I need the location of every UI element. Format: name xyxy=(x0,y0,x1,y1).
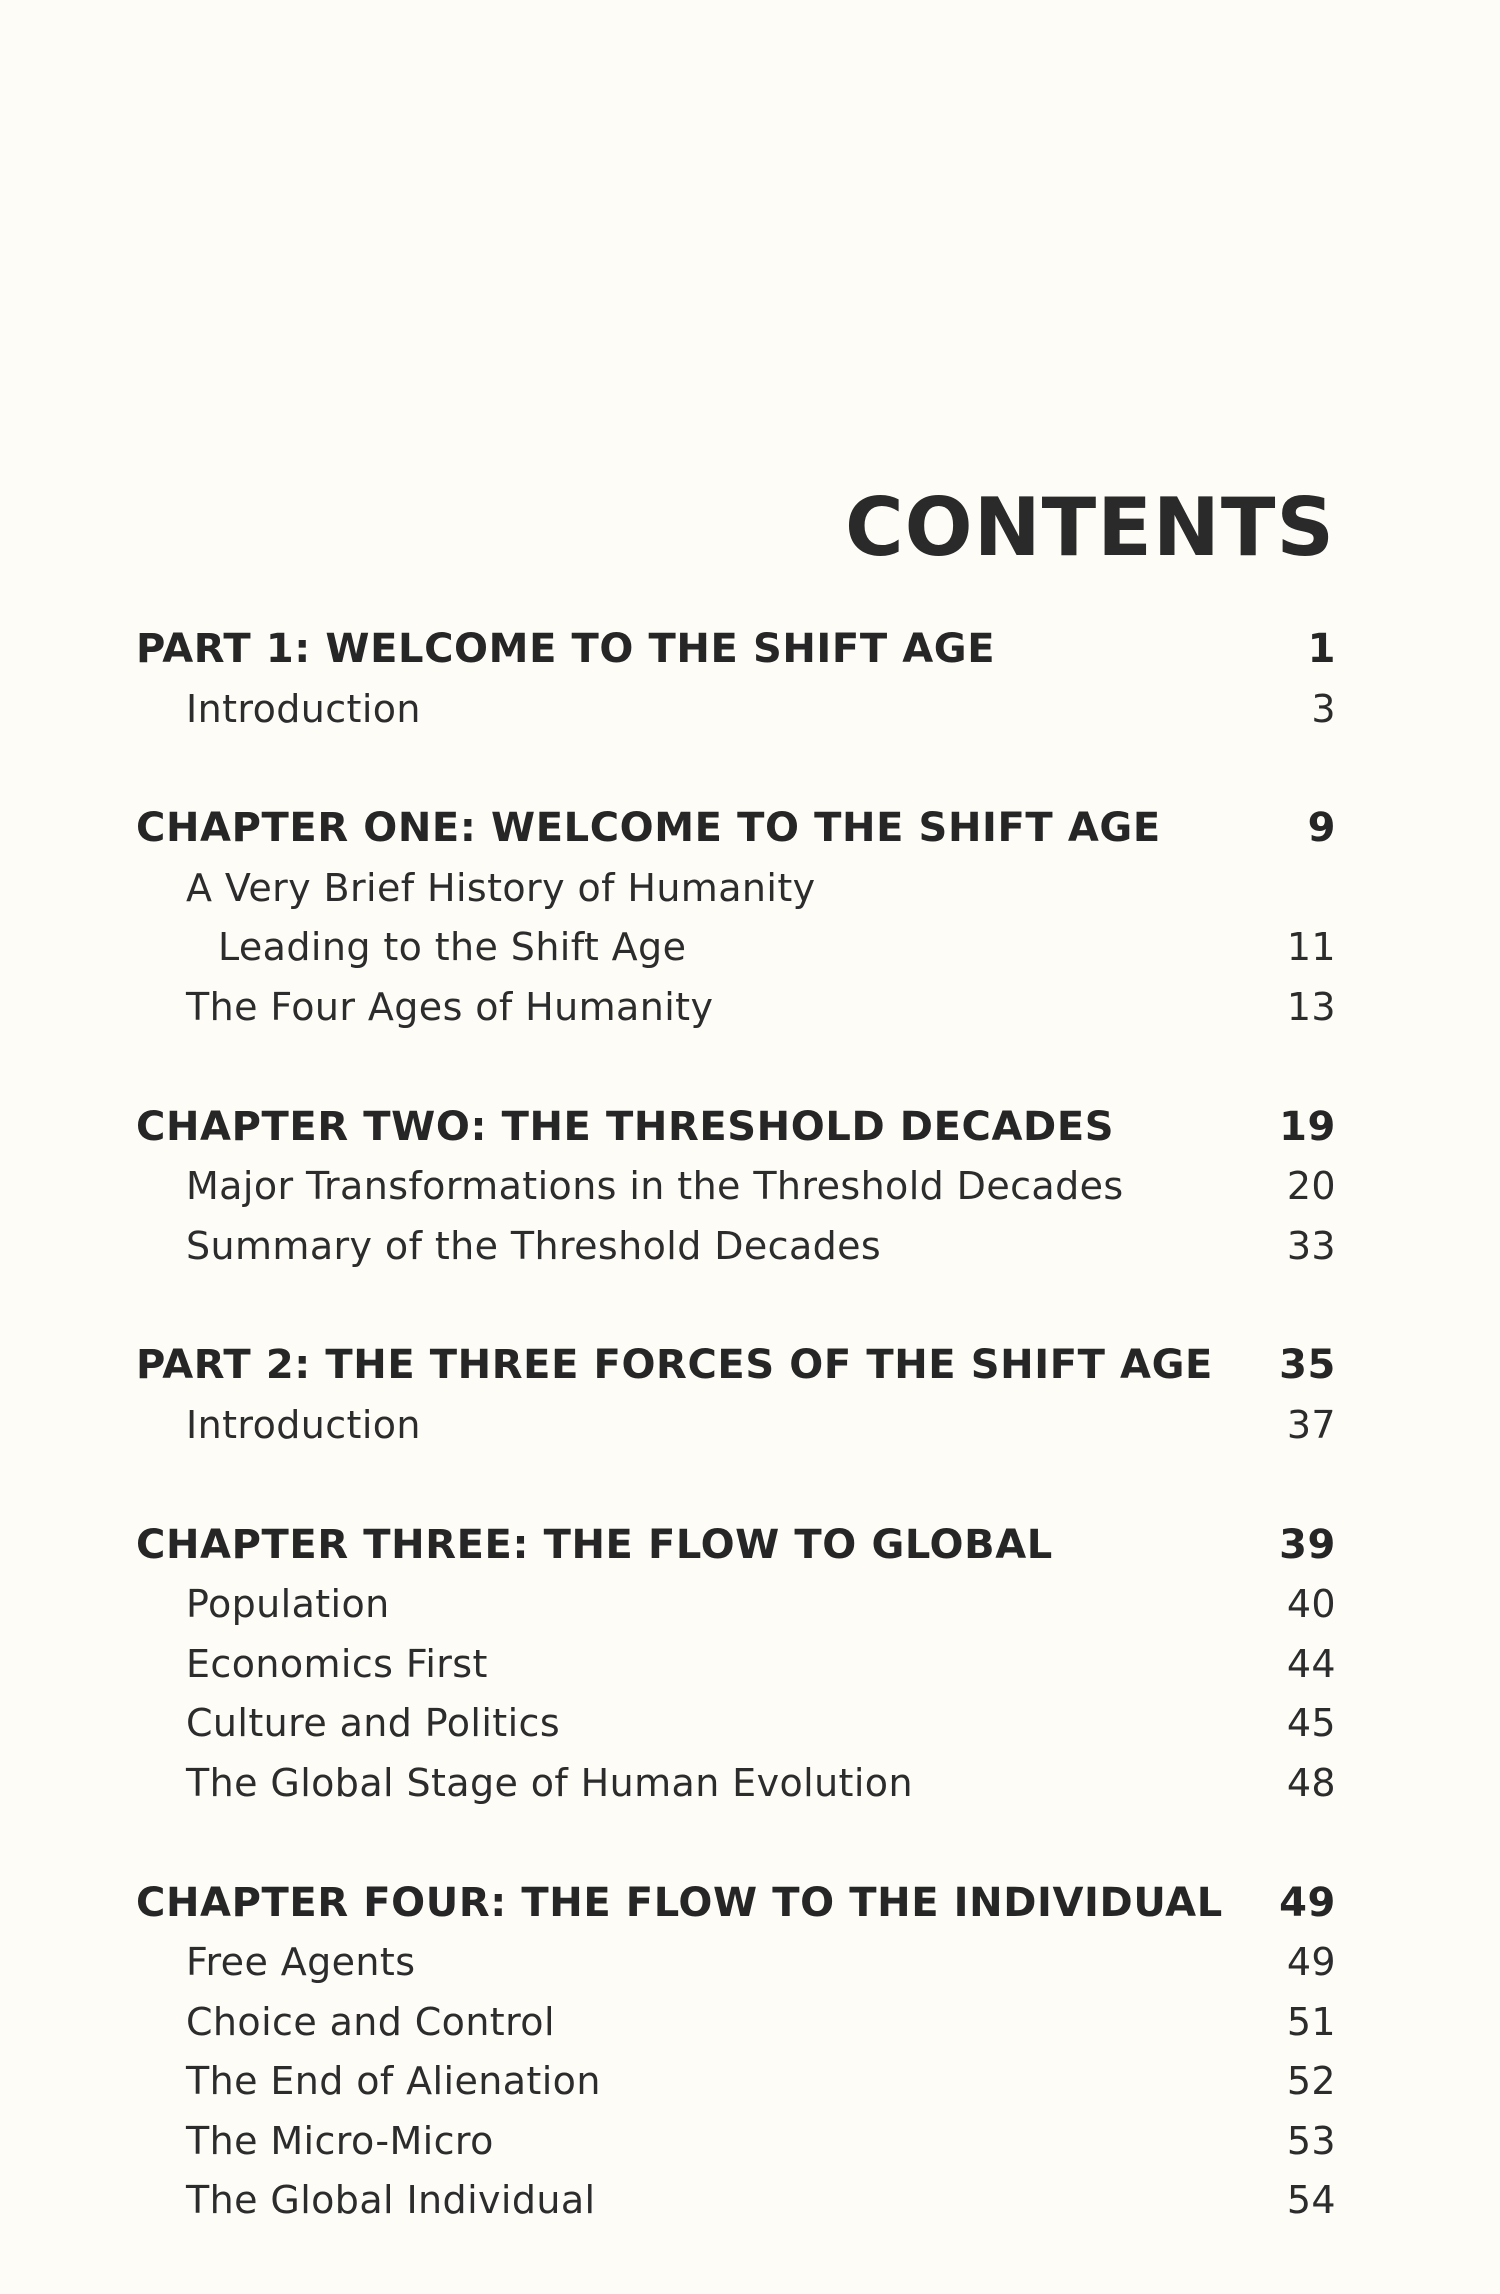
toc-entry xyxy=(136,1933,1336,1993)
toc-entry xyxy=(136,1635,1336,1695)
toc-entry xyxy=(136,2112,1336,2172)
heading-label: CHAPTER ONE: WELCOME TO THE SHIFT AGE xyxy=(136,805,1161,852)
toc-section xyxy=(136,1336,1336,1455)
entry-page-number: 53 xyxy=(1286,2118,1336,2163)
toc-entry xyxy=(136,1993,1336,2053)
heading-page-number: 39 xyxy=(1279,1521,1336,1568)
entry-page-number: 54 xyxy=(1286,2178,1336,2223)
entry-page-number: 40 xyxy=(1286,1582,1336,1627)
entry-page-number: 20 xyxy=(1286,1164,1336,1209)
toc-heading xyxy=(136,1516,1336,1576)
toc-heading xyxy=(136,1336,1336,1396)
toc-section xyxy=(136,799,1336,1037)
toc-entry xyxy=(136,1217,1336,1277)
entry-page-number: 11 xyxy=(1286,925,1336,970)
toc-heading xyxy=(136,799,1336,859)
entry-page-number: 48 xyxy=(1286,1760,1336,1805)
entry-label: The Global Stage of Human Evolution xyxy=(186,1760,913,1805)
entry-page-number: 37 xyxy=(1286,1402,1336,1447)
entry-page-number: 3 xyxy=(1311,686,1336,731)
entry-label: The Four Ages of Humanity xyxy=(186,984,714,1029)
entry-label: Choice and Control xyxy=(186,1999,555,2044)
entry-page-number: 13 xyxy=(1286,984,1336,1029)
toc-heading xyxy=(136,1874,1336,1934)
heading-page-number: 19 xyxy=(1279,1103,1336,1150)
heading-page-number: 9 xyxy=(1307,805,1336,852)
toc-entry xyxy=(136,1754,1336,1814)
entry-label: Economics First xyxy=(186,1641,488,1686)
toc-heading xyxy=(136,1098,1336,1158)
toc-section xyxy=(136,620,1336,739)
page-title: CONTENTS xyxy=(844,481,1335,574)
heading-page-number: 35 xyxy=(1279,1342,1336,1389)
entry-label: Free Agents xyxy=(186,1940,416,1985)
entry-page-number: 33 xyxy=(1286,1223,1336,1268)
table-of-contents xyxy=(136,620,1336,2231)
entry-page-number: 52 xyxy=(1286,2059,1336,2104)
toc-entry xyxy=(136,978,1336,1038)
entry-page-number: 49 xyxy=(1286,1940,1336,1985)
heading-label: PART 2: THE THREE FORCES OF THE SHIFT AGE xyxy=(136,1342,1213,1389)
entry-label: Introduction xyxy=(186,1402,421,1447)
entry-page-number: 44 xyxy=(1286,1641,1336,1686)
heading-label: CHAPTER THREE: THE FLOW TO GLOBAL xyxy=(136,1521,1053,1568)
entry-label: Major Transformations in the Threshold Decades xyxy=(186,1164,1124,1209)
entry-label: The Micro-Micro xyxy=(186,2118,494,2163)
entry-label: The End of Alienation xyxy=(186,2059,601,2104)
heading-page-number: 49 xyxy=(1279,1879,1336,1926)
toc-section xyxy=(136,1098,1336,1277)
toc-heading xyxy=(136,620,1336,680)
heading-label: PART 1: WELCOME TO THE SHIFT AGE xyxy=(136,626,996,672)
entry-label: A Very Brief History of Humanity xyxy=(186,865,816,910)
entry-page-number: 51 xyxy=(1286,1999,1336,2044)
toc-entry xyxy=(136,859,1336,919)
toc-entry xyxy=(136,1694,1336,1754)
toc-entry xyxy=(136,1396,1336,1456)
toc-entry xyxy=(136,2171,1336,2231)
entry-label: Population xyxy=(186,1582,390,1627)
toc-entry xyxy=(136,2052,1336,2112)
entry-label: Leading to the Shift Age xyxy=(218,925,687,970)
toc-section xyxy=(136,1874,1336,2232)
heading-page-number: 1 xyxy=(1307,626,1336,672)
entry-label: Culture and Politics xyxy=(186,1701,561,1746)
entry-page-number: 45 xyxy=(1286,1701,1336,1746)
heading-label: CHAPTER FOUR: THE FLOW TO THE INDIVIDUAL xyxy=(136,1879,1223,1926)
toc-entry-continuation xyxy=(136,918,1336,978)
heading-label: CHAPTER TWO: THE THRESHOLD DECADES xyxy=(136,1103,1115,1150)
toc-entry xyxy=(136,1157,1336,1217)
toc-entry xyxy=(136,1575,1336,1635)
entry-label: Introduction xyxy=(186,686,421,731)
toc-entry xyxy=(136,680,1336,740)
toc-section xyxy=(136,1516,1336,1814)
entry-label: Summary of the Threshold Decades xyxy=(186,1223,882,1268)
entry-label: The Global Individual xyxy=(186,2178,596,2223)
